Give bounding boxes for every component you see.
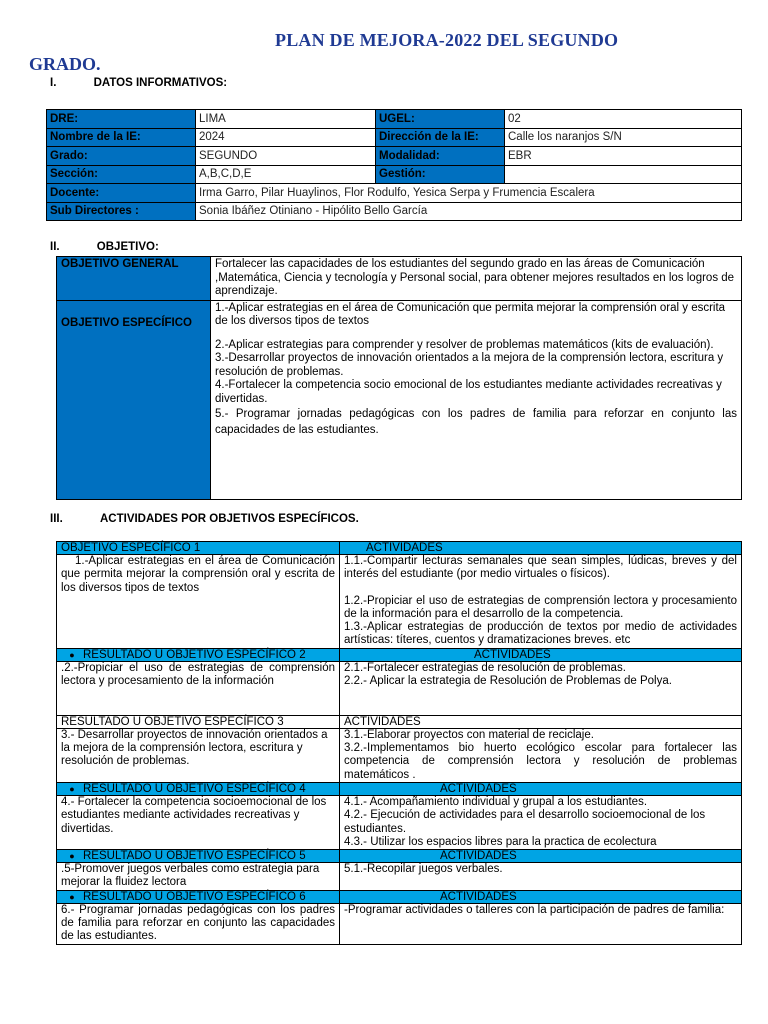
table-row [57,555,742,649]
grado-label: Grado: [47,147,196,166]
table-row [47,147,742,166]
ie-address-value: Calle los naranjos S/N [505,128,742,147]
ie-address-label: Dirección de la IE: [376,128,505,147]
actividades-cell [340,903,742,944]
objetivo-header [57,648,340,661]
header-label: RESULTADO U OBJETIVO ESPECÍFICO 5 [83,850,306,863]
objetivo-header: RESULTADO U OBJETIVO ESPECÍFICO 3 [57,715,340,728]
section-label: OBJETIVO: [96,241,159,253]
actividades-cell [340,795,742,849]
grado-value: SEGUNDO [196,147,376,166]
docente-label: Docente: [47,184,196,203]
table-row [47,110,742,129]
actividad-item: 2.2.- Aplicar la estrategia de Resolución de Problemas de Polya. [344,675,672,688]
objetivo-especifico-label: OBJETIVO ESPECÍFICO [57,300,211,499]
actividades-cell [340,863,742,891]
table-row [57,661,742,715]
table-row [57,903,742,944]
actividades-header: ACTIVIDADES [340,890,742,903]
actividad-item: -Programar actividades o talleres con la participación de padres de familia: [344,903,725,916]
spacer [215,329,737,339]
spacer [344,582,737,595]
subdirectores-value: Sonia Ibáñez Otiniano - Hipólito Bello García [196,202,742,221]
actividades-table [56,541,742,945]
objetivo-especifico-1: 1.-Aplicar estrategias en el área de Comunicación que permita mejorar la comprensión oral y escrita de los diversos tipos de textos [215,301,726,327]
section-number: III. [50,513,63,525]
actividades-header: ACTIVIDADES [340,850,742,863]
objetivo-cell: .5-Promover juegos verbales como estrategia para mejorar la fluidez lectora [57,863,340,891]
section-number: I. [50,77,57,89]
bullet-icon: ● [69,649,75,660]
bullet-icon: ● [69,891,75,902]
objetivo-cell: 3.- Desarrollar proyectos de innovación orientados a la mejora de la comprensión lectora, escritura y resolución de problemas. [57,728,340,782]
objetivo-header [57,782,340,795]
objetivo-cell: 1.-Aplicar estrategias en el área de Comunicación que permita mejorar la comprensión oral y escrita de los diversos tipos de textos [57,555,340,649]
doc-title-line1: PLAN DE MEJORA-2022 DEL SEGUNDO [275,30,619,50]
actividades-header: ACTIVIDADES [340,715,742,728]
objetivo-header [57,850,340,863]
actividad-item: 5.1.-Recopilar juegos verbales. [344,863,503,876]
objetivo-header: OBJETIVO ESPECÍFICO 1 [57,542,340,555]
table-row [47,184,742,203]
table-row [47,165,742,184]
dre-value: LIMA [196,110,376,129]
ie-name-label: Nombre de la IE: [47,128,196,147]
doc-title-line2: GRADO. [29,54,101,74]
table-row [57,863,742,891]
ie-name-value: 2024 [196,128,376,147]
seccion-value: A,B,C,D,E [196,165,376,184]
objetivo-header-row [57,715,742,728]
header-label: RESULTADO U OBJETIVO ESPECÍFICO 4 [83,782,306,795]
objetivo-header-row [57,542,742,555]
objetivo-especifico-4: 4.-Fortalecer la competencia socio emocional de los estudiantes mediante actividades recreativas y divertidas. [215,379,722,405]
actividades-cell [340,555,742,649]
objetivo-header-row [57,850,742,863]
ugel-label: UGEL: [376,110,505,129]
section-datos-heading [50,77,227,89]
objetivo-header-row [57,782,742,795]
objetivo-especifico-3: 3.-Desarrollar proyectos de innovación orientados a la mejora de la comprensión lectora, escritura y resolución de problemas. [215,352,724,378]
subdirectores-label: Sub Directores : [47,202,196,221]
table-row [57,728,742,782]
objetivo-cell: 4.- Fortalecer la competencia socioemocional de los estudiantes mediante actividades recreativas y divertidas. [57,795,340,849]
gestion-value [505,165,742,184]
objetivo-header-row [57,890,742,903]
objetivo-general-text: Fortalecer las capacidades de los estudiantes del segundo grado en las áreas de Comunicación ,Matemática, Ciencia y tecnología y Personal social, para obtener mejores resultados en los logros de aprendizaje. [211,257,742,301]
header-label: RESULTADO U OBJETIVO ESPECÍFICO 6 [83,890,306,903]
dre-label: DRE: [47,110,196,129]
section-number: II. [50,241,60,253]
actividad-item: 2.1.-Fortalecer estrategias de resolución de problemas. [344,661,626,674]
seccion-label: Sección: [47,165,196,184]
bullet-icon: ● [69,851,75,862]
actividades-header: ACTIVIDADES [340,542,742,555]
section-label: DATOS INFORMATIVOS: [93,77,228,89]
actividad-item: 4.3.- Utilizar los espacios libres para la practica de ecolectura [344,835,657,848]
actividad-item: 4.2.- Ejecución de actividades para el desarrollo socioemocional de los estudiantes. [344,809,706,835]
actividad-item: 1.3.-Aplicar estrategias de producción de textos por medio de actividades artísticas: títeres, cuentos y dramatizaciones breves. etc [344,621,737,647]
actividad-item: 4.1.- Acompañamiento individual y grupal a los estudiantes. [344,795,648,808]
section-label: ACTIVIDADES POR OBJETIVOS ESPECÍFICOS. [99,513,359,525]
actividad-item: 1.2.-Propiciar el uso de estrategias de comprensión lectora y procesamiento de la información para el desarrollo de la competencia. [344,594,737,620]
bullet-icon: ● [69,783,75,794]
objetivo-especifico-5: 5.- Programar jornadas pedagógicas con los padres de familia para reforzar en conjunto las capacidades de las estudiantes. [215,408,737,436]
objetivo-cell: .2.-Propiciar el uso de estrategias de comprensión lectora y procesamiento de la información [57,661,340,715]
header-label: RESULTADO U OBJETIVO ESPECÍFICO 2 [83,648,306,661]
table-row [57,795,742,849]
table-row [57,300,742,499]
table-row [47,128,742,147]
actividad-item: 1.1.-Compartir lecturas semanales que sean simples, lúdicas, breves y del interés del estudiante (por medio virtuales o físicos). [344,555,737,581]
datos-informativos-table [46,109,742,221]
objetivo-general-label: OBJETIVO GENERAL [57,257,211,301]
actividad-item: 3.1.-Elaborar proyectos con material de reciclaje. [344,728,594,741]
actividades-cell [340,661,742,715]
section-objetivo-heading [50,241,159,253]
actividad-item: 3.2.-Implementamos bio huerto ecológico escolar para fortalecer las competencia de comprensión lectora y resolución de problemas matemáticos . [344,742,737,781]
objetivo-cell: 6.- Programar jornadas pedagógicas con los padres de familia para reforzar en conjunto las capacidades de las estudiantes. [57,903,340,944]
objetivo-table [56,256,742,500]
table-row [47,202,742,221]
gestion-label: Gestión: [376,165,505,184]
actividades-header: ACTIVIDADES [340,782,742,795]
table-row [57,257,742,301]
ugel-value: 02 [505,110,742,129]
actividades-cell [340,728,742,782]
section-actividades-heading [50,513,359,525]
actividades-header: ACTIVIDADES [340,648,742,661]
objetivo-especifico-list [211,300,742,499]
objetivo-header-row [57,648,742,661]
modalidad-value: EBR [505,147,742,166]
objetivo-header [57,890,340,903]
docente-value: Irma Garro, Pilar Huaylinos, Flor Rodulfo, Yesica Serpa y Frumencia Escalera [196,184,742,203]
modalidad-label: Modalidad: [376,147,505,166]
objetivo-especifico-2: 2.-Aplicar estrategias para comprender y resolver de problemas matemáticos (kits de evaluación). [215,338,714,351]
